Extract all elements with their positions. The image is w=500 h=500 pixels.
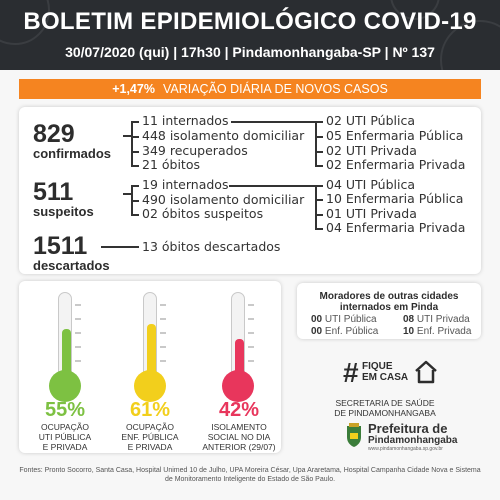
residents-item-label: Enf. Privada — [416, 326, 472, 337]
city-hall-logo — [344, 420, 474, 452]
thermometer-tick — [75, 332, 81, 334]
caption-line: OCUPAÇÃO — [40, 422, 90, 432]
page-subtitle: 30/07/2020 (qui) | 17h30 | Pindamonhangaba-SP | Nº 137 — [65, 44, 435, 60]
suspects-hospital-item: 04 UTI Pública — [326, 177, 415, 192]
bracket-line — [315, 214, 323, 216]
health-department — [310, 398, 460, 418]
confirmed-hospital-item: 02 Enfermaria Privada — [326, 157, 466, 172]
caption-line: UTI PÚBLICA — [38, 432, 92, 442]
residents-title — [297, 291, 481, 313]
residents-item-num: 10 — [403, 326, 415, 337]
thermometer-tick — [75, 304, 81, 306]
residents-item-label: UTI Pública — [324, 314, 377, 325]
confirmed-hospital-item: 02 UTI Privada — [326, 143, 417, 158]
confirmed-item: 349 recuperados — [142, 143, 248, 158]
bracket-line — [315, 185, 317, 229]
discarded-note: 13 óbitos descartados — [142, 239, 281, 254]
thermometer-tick — [160, 318, 166, 320]
sources-footer — [16, 466, 484, 484]
bracket-line — [315, 185, 323, 187]
confirmed-item: 448 isolamento domiciliar — [142, 128, 305, 143]
thermometer-tick — [160, 360, 166, 362]
bracket-line — [315, 121, 317, 166]
residents-item-label: Enf. Pública — [324, 326, 379, 337]
bracket-line — [131, 200, 139, 202]
residents-card — [297, 283, 481, 339]
connector-line — [123, 135, 131, 137]
cases-card — [19, 107, 481, 274]
bracket-line — [131, 214, 139, 216]
suspects-hospital-item: 10 Enfermaria Pública — [326, 191, 464, 206]
suspects-item: 490 isolamento domiciliar — [142, 192, 305, 207]
header-banner — [0, 0, 500, 70]
thermometer-tick — [160, 332, 166, 334]
bracket-line — [131, 151, 139, 153]
residents-item — [311, 326, 378, 337]
city-hall-line: Pindamonhangaba — [368, 435, 458, 446]
suspects-label: suspeitos — [33, 204, 94, 219]
stay-home-badge — [343, 357, 439, 388]
bracket-line — [131, 121, 133, 166]
bracket-line — [131, 121, 139, 123]
hashtag-icon: # — [343, 357, 359, 388]
suspects-item: 19 internados — [142, 177, 229, 192]
caption-line: SOCIAL NO DIA — [207, 432, 271, 442]
uti-occupancy-percent: 55% — [44, 399, 86, 421]
bracket-line — [315, 151, 323, 153]
confirmed-hospital-item: 05 Enfermaria Pública — [326, 128, 464, 143]
suspects-hospital-item: 04 Enfermaria Privada — [326, 220, 466, 235]
thermometer-fill — [62, 329, 71, 373]
thermometer-tick — [248, 304, 254, 306]
thermometer-tube — [231, 292, 245, 374]
footer-line: de Monitoramento Inteligente do Estado de São Paulo. — [164, 476, 336, 483]
thermometer-tick — [75, 360, 81, 362]
thermometer-tick — [75, 318, 81, 320]
thermometer-bulb — [222, 370, 254, 402]
thermometer-tick — [248, 318, 254, 320]
city-hall-line: Prefeitura de — [368, 421, 448, 436]
thermometer-fill — [235, 339, 244, 373]
thermometer-tick — [248, 346, 254, 348]
confirmed-block — [33, 121, 111, 161]
bracket-line — [315, 136, 323, 138]
discarded-number: 1511 — [33, 232, 88, 260]
suspects-number: 511 — [33, 178, 74, 206]
suspects-item: 02 óbitos suspeitos — [142, 206, 264, 221]
health-department-line: SECRETARIA DE SAÚDE — [335, 398, 435, 408]
house-icon — [413, 360, 439, 384]
city-hall-website: www.pindamonhangaba.sp.gov.br — [368, 446, 443, 452]
isolation-caption — [199, 422, 279, 452]
enf-occupancy-caption — [110, 422, 190, 452]
residents-title-line: internados em Pinda — [339, 302, 439, 313]
residents-item-num: 08 — [403, 314, 415, 325]
confirmed-label: confirmados — [33, 146, 112, 161]
confirmed-number: 829 — [33, 120, 75, 148]
caption-line: OCUPAÇÃO — [125, 422, 175, 432]
caption-line: E PRIVADA — [127, 442, 173, 452]
bracket-line — [315, 199, 323, 201]
stay-home-line: EM CASA — [362, 372, 409, 383]
isolation-percent: 42% — [218, 399, 260, 421]
connector-line — [231, 121, 315, 123]
variation-label: VARIAÇÃO DIÁRIA DE NOVOS CASOS — [162, 82, 388, 96]
connector-line — [123, 193, 131, 195]
residents-item — [311, 314, 377, 325]
residents-item — [403, 314, 470, 325]
confirmed-hospital-item: 02 UTI Pública — [326, 113, 415, 128]
uti-occupancy-caption — [25, 422, 105, 452]
thermometer-tick — [75, 346, 81, 348]
bracket-line — [131, 136, 139, 138]
confirmed-item: 21 óbitos — [142, 157, 200, 172]
connector-line — [101, 246, 139, 248]
stay-home-line: FIQUE — [362, 361, 393, 372]
suspects-block — [33, 179, 94, 219]
enf-occupancy-percent: 61% — [129, 399, 171, 421]
discarded-block — [33, 233, 110, 273]
suspects-hospital-item: 01 UTI Privada — [326, 206, 417, 221]
caption-line: ENF. PÚBLICA — [121, 432, 179, 442]
residents-item — [403, 326, 471, 337]
thermometer-fill — [147, 324, 156, 373]
residents-title-line: Moradores de outras cidades — [319, 291, 459, 302]
thermometer-tick — [248, 360, 254, 362]
bracket-line — [315, 228, 323, 230]
health-department-line: DE PINDAMONHANGABA — [334, 408, 436, 418]
residents-item-num: 00 — [311, 326, 323, 337]
residents-item-label: UTI Privada — [416, 314, 470, 325]
caption-line: ANTERIOR (29/07) — [202, 442, 276, 452]
connector-line — [229, 185, 315, 187]
footer-line: Fontes: Pronto Socorro, Santa Casa, Hospital Unimed 10 de Julho, UPA Moreira César, Upa Araretama, Hospital Campanha Cidade Nova e Sistema — [19, 467, 481, 474]
thermometer-tube — [143, 292, 157, 374]
thermometer-bulb — [134, 370, 166, 402]
page-title: BOLETIM EPIDEMIOLÓGICO COVID-19 — [23, 8, 477, 35]
thermometer-tick — [160, 346, 166, 348]
bracket-line — [131, 185, 139, 187]
bracket-line — [315, 121, 323, 123]
occupancy-card — [19, 281, 281, 453]
coat-of-arms-icon — [344, 422, 364, 448]
confirmed-item: 11 internados — [142, 113, 229, 128]
thermometer-tube — [58, 292, 72, 374]
thermometer-tick — [248, 332, 254, 334]
bracket-line — [131, 165, 139, 167]
caption-line: ISOLAMENTO — [211, 422, 267, 432]
variation-value: +1,47% — [112, 82, 155, 96]
variation-bar — [19, 79, 481, 99]
residents-item-num: 00 — [311, 314, 323, 325]
caption-line: E PRIVADA — [42, 442, 88, 452]
thermometer-tick — [160, 304, 166, 306]
bracket-line — [315, 165, 323, 167]
thermometer-bulb — [49, 370, 81, 402]
discarded-label: descartados — [33, 258, 110, 273]
